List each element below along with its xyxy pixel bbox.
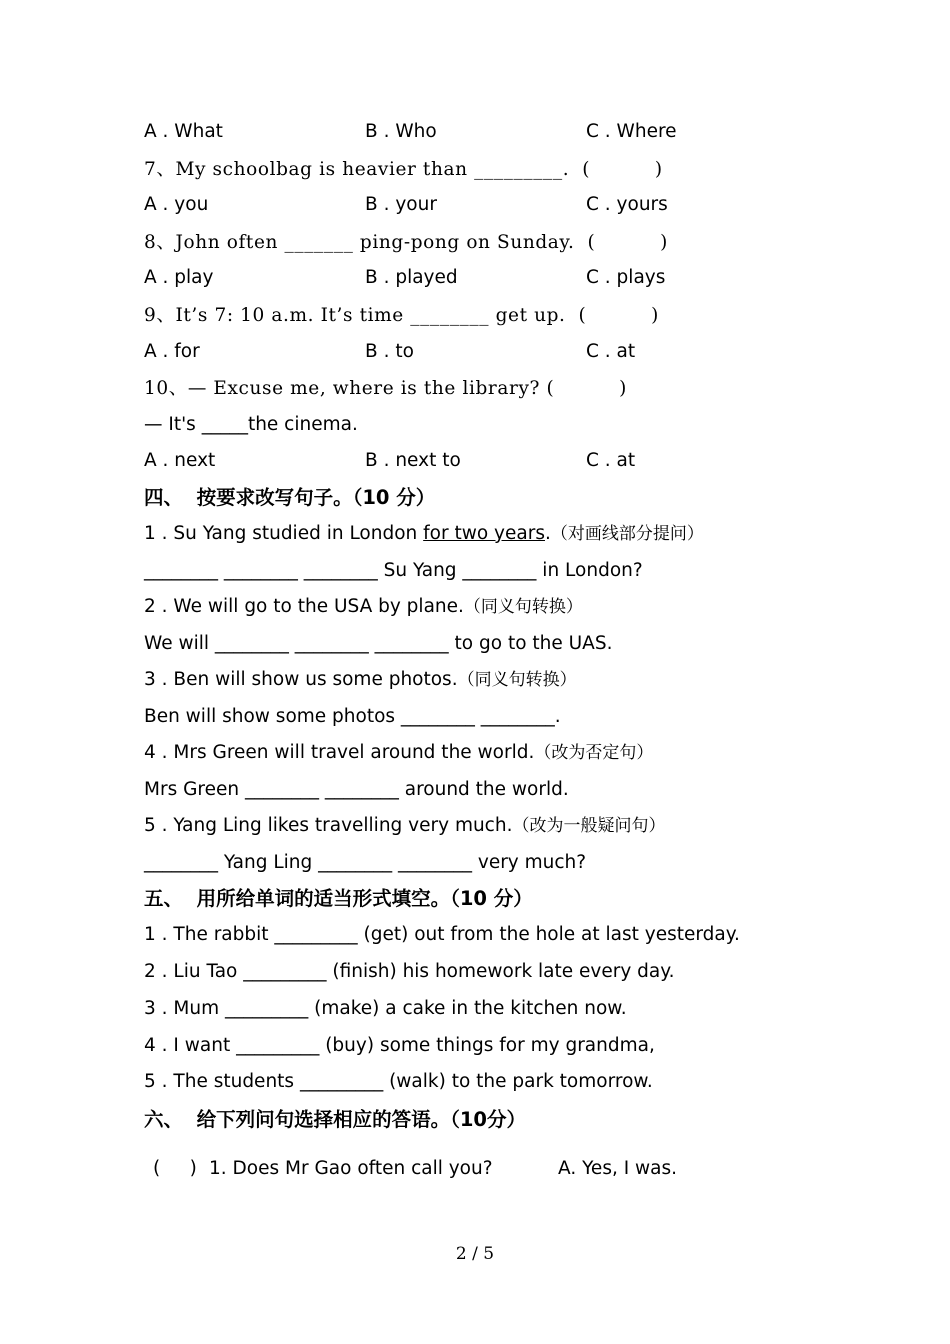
section5-item-3: 3 . Mum _________ (make) a cake in the kitchen now.: [144, 998, 627, 1019]
section4-item1-underlined: for two years: [423, 523, 545, 544]
q9-question: 9、It’s 7: 10 a.m. It’s time ________ get up. ( ): [144, 305, 659, 326]
q10-question: 10、— Excuse me, where is the library? ( ): [144, 378, 627, 399]
section6-item1-question: 1. Does Mr Gao often call you?: [209, 1158, 493, 1179]
section5-item-4: 4 . I want _________ (buy) some things for my grandma,: [144, 1035, 655, 1056]
q7-option-b: B . your: [365, 194, 437, 215]
q7-option-a: A . you: [144, 194, 209, 215]
section4-item3-note: （同义句转换）: [457, 670, 577, 690]
section4-item1-note: （对画线部分提问）: [550, 524, 704, 544]
section5-item-5: 5 . The students _________ (walk) to the park tomorrow.: [144, 1071, 653, 1092]
section4-item3-answer: Ben will show some photos ________ ________.: [144, 706, 561, 727]
section4-item2-note: （同义句转换）: [463, 597, 583, 617]
section5-heading: 五、 用所给单词的适当形式填空。（10 分）: [144, 887, 533, 910]
q6-option-b: B . Who: [365, 121, 437, 142]
section5-item-2: 2 . Liu Tao _________ (finish) his homework late every day.: [144, 961, 675, 982]
section4-item1-pre: 1 . Su Yang studied in London: [144, 523, 424, 544]
q9-option-a: A . for: [144, 341, 200, 362]
q10-option-c: C . at: [586, 450, 636, 471]
section4-item1-answer: ________ ________ ________ Su Yang ________ in London?: [144, 560, 643, 581]
q8-option-c: C . plays: [586, 267, 666, 288]
section4-item5-text: 5 . Yang Ling likes travelling very much.: [144, 815, 513, 836]
q8-question: 8、John often _______ ping-pong on Sunday. ( ): [144, 232, 668, 253]
section4-item2-answer: We will ________ ________ ________ to go to the UAS.: [144, 633, 613, 654]
section4-heading: 四、 按要求改写句子。（10 分）: [144, 486, 436, 509]
section4-item5: [144, 814, 665, 838]
q10-option-b: B . next to: [365, 450, 461, 471]
q6-option-c: C . Where: [586, 121, 677, 142]
q9-option-c: C . at: [586, 341, 636, 362]
section6-heading: 六、 给下列问句选择相应的答语。（10分）: [144, 1108, 526, 1131]
section4-item1-post: .: [544, 523, 551, 544]
q10-answer-line: — It's _____the cinema.: [144, 414, 358, 435]
section4-item3-text: 3 . Ben will show us some photos.: [144, 669, 458, 690]
section5-item-1: 1 . The rabbit _________ (get) out from the hole at last yesterday.: [144, 924, 740, 945]
q10-option-a: A . next: [144, 450, 216, 471]
q7-option-c: C . yours: [586, 194, 668, 215]
section4-item4-answer: Mrs Green ________ ________ around the world.: [144, 779, 569, 800]
section4-item5-answer: ________ Yang Ling ________ ________ very much?: [144, 852, 587, 873]
section4-item5-note: （改为一般疑问句）: [512, 816, 666, 836]
section4-item4-note: （改为否定句）: [534, 743, 654, 763]
section4-item4: [144, 741, 653, 765]
q7-question: 7、My schoolbag is heavier than _________. ( ): [144, 159, 663, 180]
section6-item1-bracket: ( ): [153, 1158, 197, 1179]
page-number: 2 / 5: [455, 1244, 495, 1264]
q9-option-b: B . to: [365, 341, 414, 362]
section4-item2: [144, 595, 583, 619]
q8-option-a: A . play: [144, 267, 214, 288]
q6-option-a: A . What: [144, 121, 223, 142]
q8-option-b: B . played: [365, 267, 458, 288]
section6-item1-answer: A. Yes, I was.: [558, 1158, 678, 1179]
section4-item3: [144, 668, 577, 692]
section4-item1: [144, 522, 704, 546]
section4-item2-text: 2 . We will go to the USA by plane.: [144, 596, 464, 617]
section4-item4-text: 4 . Mrs Green will travel around the world.: [144, 742, 535, 763]
